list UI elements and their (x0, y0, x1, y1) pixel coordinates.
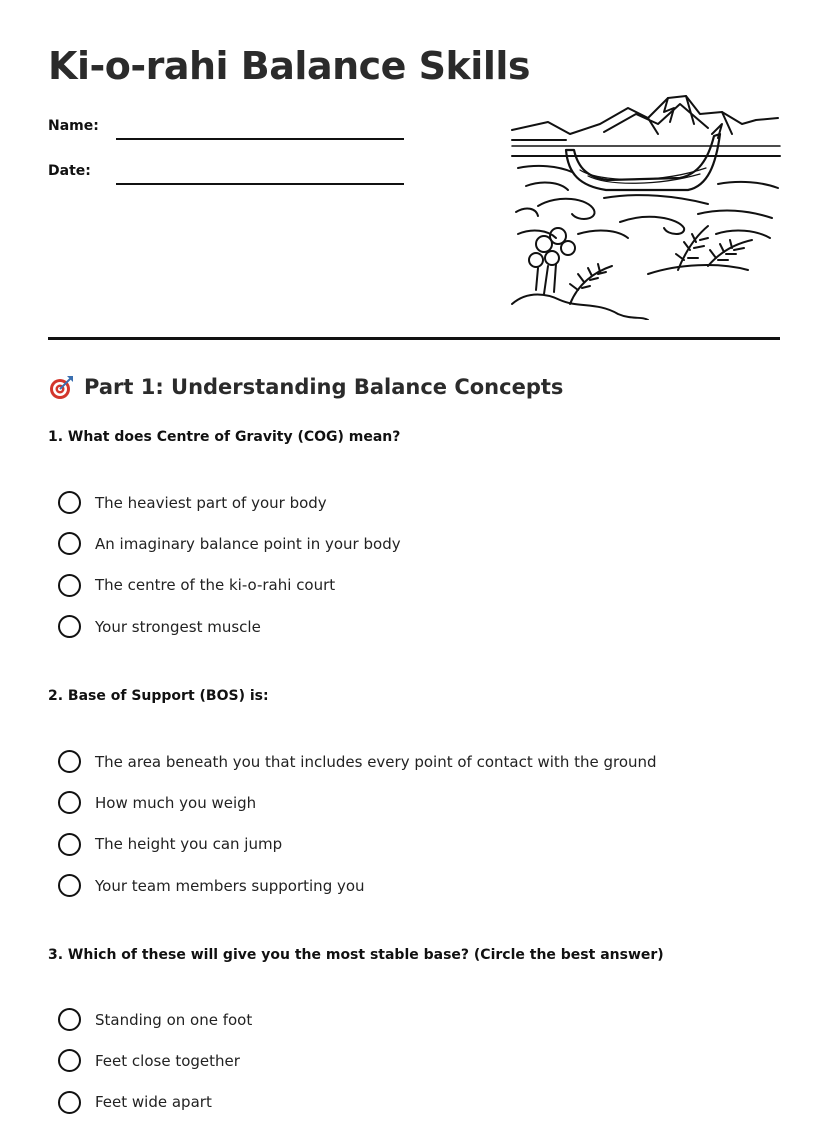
option-text: An imaginary balance point in your body (95, 534, 401, 553)
worksheet-title: Ki-o-rahi Balance Skills (48, 44, 530, 88)
radio-circle[interactable] (58, 791, 81, 814)
radio-circle[interactable] (58, 1008, 81, 1031)
option-item[interactable] (58, 999, 252, 1040)
question-2-options (58, 741, 657, 906)
option-item[interactable] (58, 523, 401, 564)
question-1-options (58, 482, 401, 647)
option-item[interactable] (58, 782, 657, 823)
option-text: Feet close together (95, 1051, 240, 1070)
date-label: Date: (48, 163, 91, 179)
option-item[interactable] (58, 824, 657, 865)
option-item[interactable] (58, 565, 401, 606)
option-text: The heaviest part of your body (95, 493, 327, 512)
option-text: Your strongest muscle (95, 617, 261, 636)
radio-circle[interactable] (58, 615, 81, 638)
radio-circle[interactable] (58, 491, 81, 514)
radio-circle[interactable] (58, 874, 81, 897)
header-divider (48, 337, 780, 340)
option-item[interactable] (58, 606, 401, 647)
radio-circle[interactable] (58, 574, 81, 597)
radio-circle[interactable] (58, 1049, 81, 1072)
question-3: 3. Which of these will give you the most stable base? (Circle the best answer) (48, 947, 664, 963)
date-line[interactable] (116, 183, 404, 185)
radio-circle[interactable] (58, 750, 81, 773)
radio-circle[interactable] (58, 833, 81, 856)
question-3-options (58, 999, 252, 1123)
option-text: The area beneath you that includes every point of contact with the ground (95, 752, 657, 771)
option-text: Standing on one foot (95, 1010, 253, 1029)
question-2: 2. Base of Support (BOS) is: (48, 688, 269, 704)
option-text: Feet wide apart (95, 1093, 212, 1112)
name-label: Name: (48, 118, 99, 134)
radio-circle[interactable] (58, 1091, 81, 1114)
option-item[interactable] (58, 1082, 252, 1123)
name-line[interactable] (116, 138, 404, 140)
radio-circle[interactable] (58, 532, 81, 555)
question-1: 1. What does Centre of Gravity (COG) mean? (48, 429, 401, 445)
option-text: How much you weigh (95, 793, 257, 812)
name-field[interactable] (48, 118, 404, 134)
option-text: The centre of the ki-o-rahi court (95, 576, 336, 595)
date-field[interactable] (48, 163, 404, 179)
option-item[interactable] (58, 741, 657, 782)
option-item[interactable] (58, 1040, 252, 1081)
waka-canoe-illustration (508, 94, 782, 320)
part1-heading (48, 374, 563, 400)
option-item[interactable] (58, 865, 657, 906)
part1-title: Part 1: Understanding Balance Concepts (84, 375, 564, 399)
option-text: The height you can jump (95, 835, 283, 854)
direct-hit-target-icon (48, 374, 74, 400)
option-item[interactable] (58, 482, 401, 523)
option-text: Your team members supporting you (95, 876, 365, 895)
